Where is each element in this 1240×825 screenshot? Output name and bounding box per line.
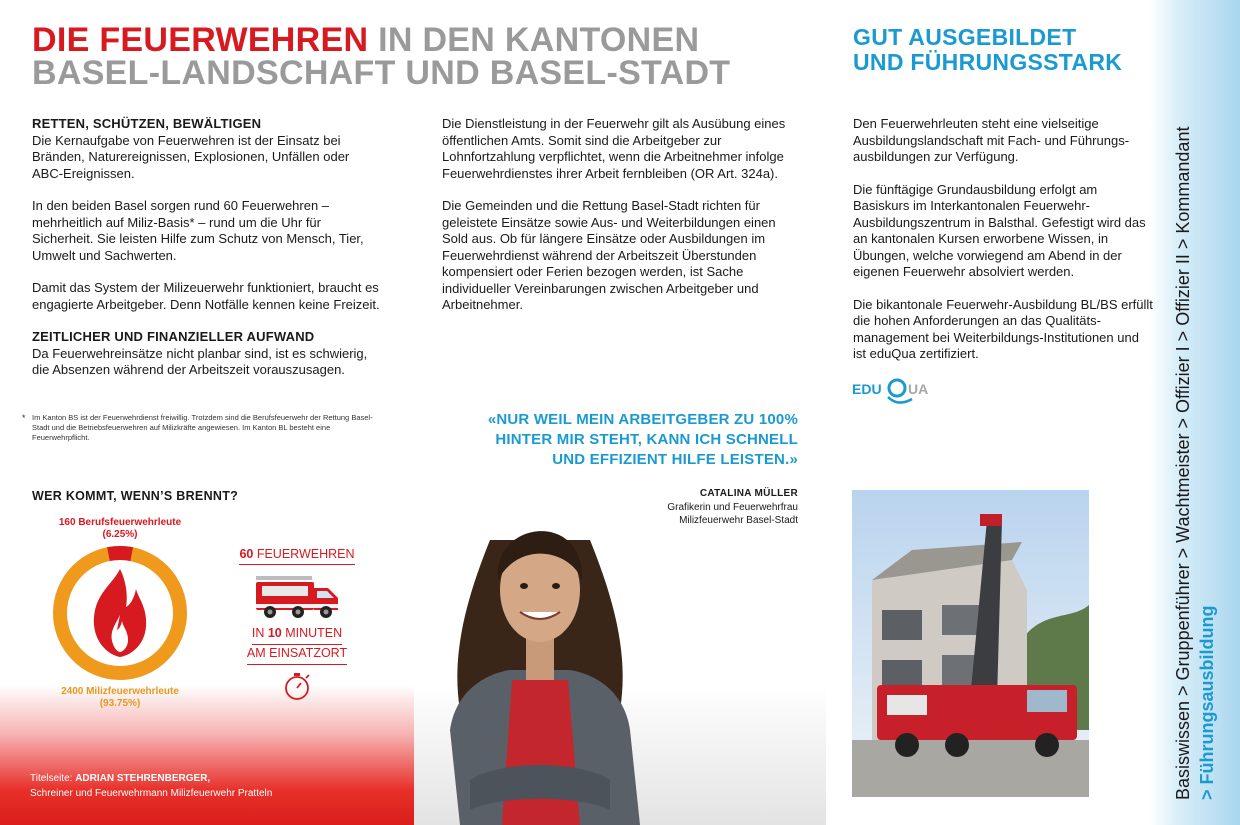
flame-icon — [94, 569, 146, 657]
paragraph: Da Feuerwehreinsätze nicht planbar sind, ist es schwierig, die Absenzen während der Arbeitszeit vorauszusagen. — [32, 345, 368, 377]
person-name: CATALINA MÜLLER — [699, 488, 798, 499]
svg-text:EDU: EDU — [852, 381, 882, 397]
staff-donut-chart — [52, 545, 188, 681]
title-rest: IN DEN KANTONEN — [368, 21, 700, 59]
paragraph: In den beiden Basel sorgen rund 60 Feuerwehren – mehrheitlich auf Miliz-Basis* – rund um die Uhr für Sicherheit. Sie leisten Hilfe zum Schutz von Mensch, Tier, Umwelt und Sachwerten. — [32, 198, 364, 263]
column-1 — [32, 116, 382, 395]
career-path-title — [1196, 606, 1218, 801]
cover-credit — [30, 771, 272, 801]
fire-truck-icon — [254, 570, 342, 620]
person-role: Grafikerin und Feuerwehrfrau — [667, 501, 798, 513]
title-line-2: BASEL-LANDSCHAFT UND BASEL-STADT — [32, 54, 731, 92]
paragraph: Die Dienstleistung in der Feuerwehr gilt als Ausübung eines öffentlichen Amts. Somit sind die Arbeitgeber zur Lohnfortzahlung verpflichtet, wenn die Arbeitnehmer infolge Feuerwehrdienstes ihrer Arbeit fernbleiben (OR Art. 324a). — [442, 116, 786, 181]
donut-label-professional-share: (6.25%) — [102, 529, 138, 540]
title-highlight: DIE FEUERWEHREN — [32, 21, 369, 59]
heading-retten: RETTEN, SCHÜTZEN, BEWÄLTIGEN — [32, 116, 262, 131]
response-time — [232, 625, 362, 665]
section-title-training — [853, 25, 1122, 75]
fire-brigade-number: 60 — [239, 547, 254, 561]
credit-name: ADRIAN STEHRENBERGER, — [75, 773, 211, 784]
credit-description: Schreiner und Feuerwehrmann Milizfeuerwehr Pratteln — [30, 788, 273, 799]
quote-line-2: HINTER MIR STEHT, KANN ICH SCHNELL — [495, 431, 798, 448]
svg-text:UA: UA — [908, 381, 929, 397]
heading-aufwand: ZEITLICHER UND FINANZIELLER AUFWAND — [32, 329, 315, 344]
response-time-number: 10 — [267, 626, 282, 640]
response-time-line-2: AM EINSATZORT — [247, 645, 347, 665]
section-title-line-2: UND FÜHRUNGSSTARK — [853, 49, 1123, 75]
credit-prefix: Titelseite: — [30, 773, 76, 784]
donut-label-militia-count: 2400 Milizfeuerwehrleute — [61, 686, 179, 697]
footnote — [22, 413, 382, 443]
paragraph: Die fünftägige Grundausbildung erfolgt am Basiskurs im Interkantonalen Feuerwehr-Ausbildungszentrum in Balsthal. Gefestigt wird das an kantonalen Kursen erworbene Wissen, in Übungen, welche vorwiegend am Abend in der eigenen Feuerwehr absolviert werden. — [853, 181, 1146, 279]
paragraph: Die bikantonale Feuerwehr-Ausbildung BL/BS erfüllt die hohen Anforderungen an das Qualitäts-management bei Weiterbildungs-Institutionen und ist eduQua zertifiziert. — [853, 296, 1153, 361]
ladder-truck-illustration — [852, 490, 1089, 797]
column-3 — [853, 116, 1153, 379]
career-path-steps: Basiswissen > Gruppenführer > Wachtmeister > Offizier I > Offizier II > Kommandant — [1173, 126, 1193, 800]
career-path-sidebar — [1172, 126, 1217, 800]
paragraph: Den Feuerwehrleuten steht eine vielseitige Ausbildungslandschaft mit Fach- und Führungs-ausbildungen zur Verfügung. — [853, 116, 1130, 164]
response-time-suffix: MINUTEN — [281, 626, 343, 640]
eduqua-logo — [852, 375, 944, 407]
stopwatch-icon — [282, 670, 312, 702]
footnote-star: * — [22, 413, 26, 423]
page-title — [32, 21, 731, 92]
donut-label-professional — [40, 517, 200, 541]
paragraph: Damit das System der Milizeuerwehr funktioniert, braucht es engagierte Arbeitgeber. Denn Notfälle kennen keine Freizeit. — [32, 280, 380, 312]
person-affiliation: Milizfeuerwehr Basel-Stadt — [679, 515, 798, 526]
response-time-prefix: IN — [251, 626, 268, 640]
sidebar-gradient — [1150, 0, 1240, 825]
quote — [432, 410, 798, 470]
career-path-title-text: Führungsausbildung — [1197, 605, 1217, 785]
ladder-truck-photo — [852, 490, 1089, 797]
infographic-title: WER KOMMT, WENN’S BRENNT? — [32, 489, 239, 503]
portrait-photo — [430, 480, 650, 825]
paragraph: Die Gemeinden und die Rettung Basel-Stadt richten für geleistete Einsätze sowie Aus- und Weiterbildungen einen Sold aus. Ob für längere Einsätze oder Ausbildungen im Feuerwehrdienst während der Arbeitszeit Überstunden kompensiert oder Ferien bezogen werden, ist Sache individueller Vereinbarungen zwischen Arbeitgeber und Arbeitnehmer. — [442, 198, 776, 312]
paragraph: Die Kernaufgabe von Feuerwehren ist der Einsatz bei Bränden, Naturereignissen, Explosionen, Unfällen oder ABC-Ereignissen. — [32, 132, 350, 181]
quote-line-3: UND EFFIZIENT HILFE LEISTEN.» — [552, 451, 798, 468]
column-2 — [442, 116, 804, 330]
fire-brigade-count — [232, 546, 362, 565]
section-title-line-1: GUT AUSGEBILDET — [853, 24, 1077, 50]
quote-line-1: «NUR WEIL MEIN ARBEITGEBER ZU 100% — [487, 411, 798, 428]
arrow-icon: > — [1197, 784, 1217, 800]
footnote-text: Im Kanton BS ist der Feuerwehrdienst freiwillig. Trotzdem sind die Berufsfeuerwehr der Rettung Basel-Stadt und die Betriebsfeuerwehren auf Milizkräfte angewiesen. Im Kanton BL besteht eine Feuerwehrpflicht. — [32, 413, 373, 442]
donut-label-militia — [40, 686, 200, 710]
fire-brigade-label: FEUERWEHREN — [253, 547, 355, 561]
donut-label-militia-share: (93.75%) — [99, 698, 141, 709]
donut-label-professional-count: 160 Berufsfeuerwehrleute — [58, 517, 182, 528]
